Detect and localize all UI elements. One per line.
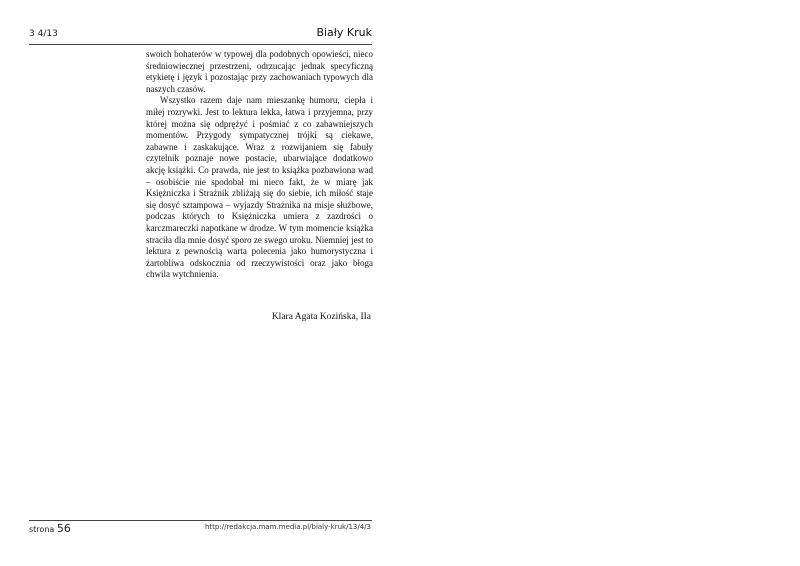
issue-number: 3 4/13 [29,29,58,39]
article-paragraph: Wszystko razem daje nam mieszankę humoru, ciepła i miłej rozrywki. Jest to lektura lekka, łatwa i przyjemna, przy której można się odprężyć i pośmiać z co zabawniejszych momentów. Przygody sympatycznej trójki są ciekawe, zabawne i zaskakujące. Wraz z rozwijaniem się fabuły czytelnik poznaje nowe postacie, ubarwiające dodatkowo akcję książki. Co prawda, nie jest to książka pozbawiona wad – osobiście nie spodobał mi nieco fakt, że w miarę jak Księżniczka i Strażnik zbliżają się do siebie, ich miłość staje się dosyć sztampowa – wyjazdy Strażnika na misje służbowe, podczas których to Księżniczka umiera z zazdrości o karczmareczki napotkane w drodze. W tym momencie książka straciła dla mnie dosyć sporo ze swego uroku. Niemniej jest to lektura z pewnością warta polecenia jako humorystyczna i żartobliwa odskocznia od rzeczywistości oraz jako błoga chwila wytchnienia. [146,95,373,280]
article-author: Klara Agata Kozińska, IIa [271,312,371,322]
page-label: strona [29,525,55,534]
article-body [146,49,373,281]
publication-title: Biały Kruk [316,26,372,39]
source-url[interactable]: http://redakcja.mam.media.pl/bialy-kruk/13/4/3 [205,523,371,531]
footer-divider [29,520,372,521]
article-paragraph: swoich bohaterów w typowej dla podobnych opowieści, nieco średniowiecznej przestrzeni, odrzucając jednak specyficzną etykietę i język i pozostając przy zachowaniach typowych dla naszych czasów. [146,49,373,94]
page-indicator [29,522,71,535]
header-divider [29,44,372,45]
page-number: 56 [56,522,71,535]
